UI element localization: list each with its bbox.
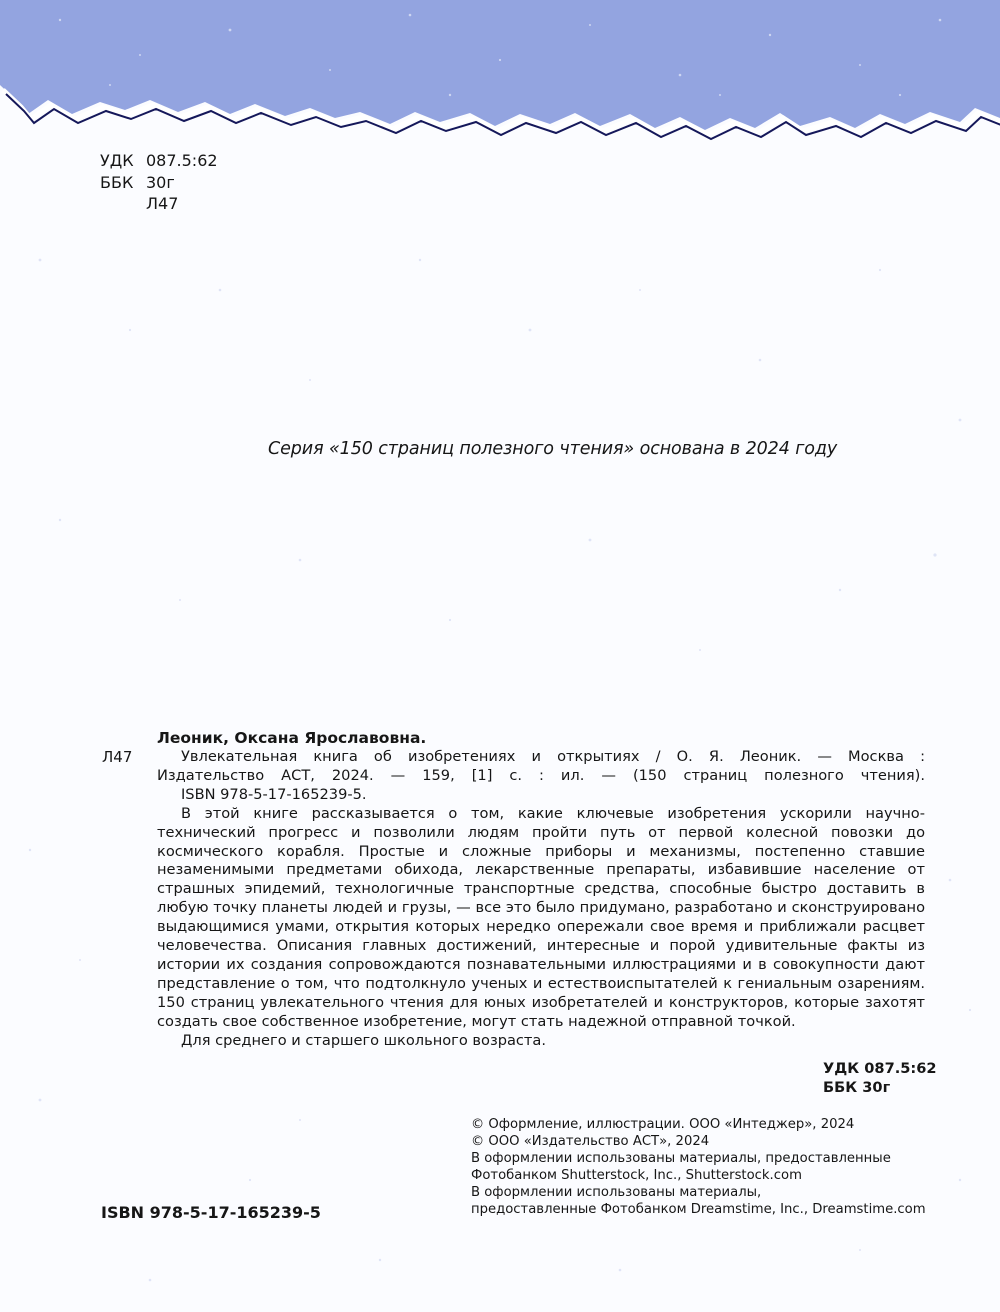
card-title-line-2: Издательство АСТ, 2024. — 159, [1] с. : ил. — (150 страниц полезного чтения). (157, 766, 925, 784)
copyright-block (471, 1116, 926, 1218)
card-left-code: Л47 (102, 748, 133, 766)
isbn-bottom: ISBN 978-5-17-165239-5 (101, 1203, 321, 1222)
catalog-card (157, 729, 925, 1051)
copyright-line: © Оформление, иллюстрации. ООО «Интеджер», 2024 (471, 1117, 855, 1132)
header-mountain-band (0, 0, 1000, 150)
card-annotation: В этой книге рассказывается о том, какие ключевые изобретения ускорили научно-технический прогресс и позволили людям пройти путь от первой колесной повозки до космического корабля. Простые и сложные приборы и механизмы, постепенно ставшие незаменимыми предметами обихода, лекарственные препараты, избавившие население от страшных эпидемий, технологичные транспортные средства, способные быстро доставить в любую точку планеты людей и грузы, — все это было придумано, разработано и сконструировано выдающимися умами, открытия которых нередко опережали свое время и приближали расцвет человечества. Описания главных достижений, интересные и порой удивительные факты из истории их создания сопровождаются познавательными иллюстрациями и в совокупности дают представление о том, что подтолкнуло ученых и естествоиспытателей к гениальным озарениям. 150 страниц увлекательного чтения для юных изобретателей и конструкторов, которые захотят создать свое собственное изобретение, могут стать надежной отправной точкой. (157, 804, 925, 1030)
bbk-value: 30г (146, 172, 175, 192)
bbk-label: ББК (100, 172, 134, 192)
copyright-line: © ООО «Издательство АСТ», 2024 (471, 1134, 710, 1149)
copyright-line: предоставленные Фотобанком Dreamstime, Inc., Dreamstime.com (471, 1202, 926, 1217)
copyright-line: В оформлении использованы материалы, предоставленные (471, 1151, 891, 1166)
author-code: Л47 (146, 194, 179, 213)
card-author: Леоник, Оксана Ярославовна. (157, 729, 427, 747)
classification-right (823, 1059, 937, 1097)
copyright-line: Фотобанком Shutterstock, Inc., Shutterstock.com (471, 1168, 802, 1183)
udk-label: УДК (100, 151, 134, 170)
bbk-right: ББК 30г (823, 1079, 891, 1096)
series-note: Серия «150 страниц полезного чтения» основана в 2024 году (268, 439, 838, 459)
card-isbn: ISBN 978-5-17-165239-5. (181, 785, 367, 803)
udk-right: УДК 087.5:62 (823, 1060, 937, 1077)
udk-value: 087.5:62 (146, 151, 218, 170)
card-title-line-1: Увлекательная книга об изобретениях и открытиях / О. Я. Леоник. — Москва : (181, 748, 925, 765)
card-audience: Для среднего и старшего школьного возраста. (181, 1031, 547, 1049)
copyright-line: В оформлении использованы материалы, (471, 1185, 762, 1200)
